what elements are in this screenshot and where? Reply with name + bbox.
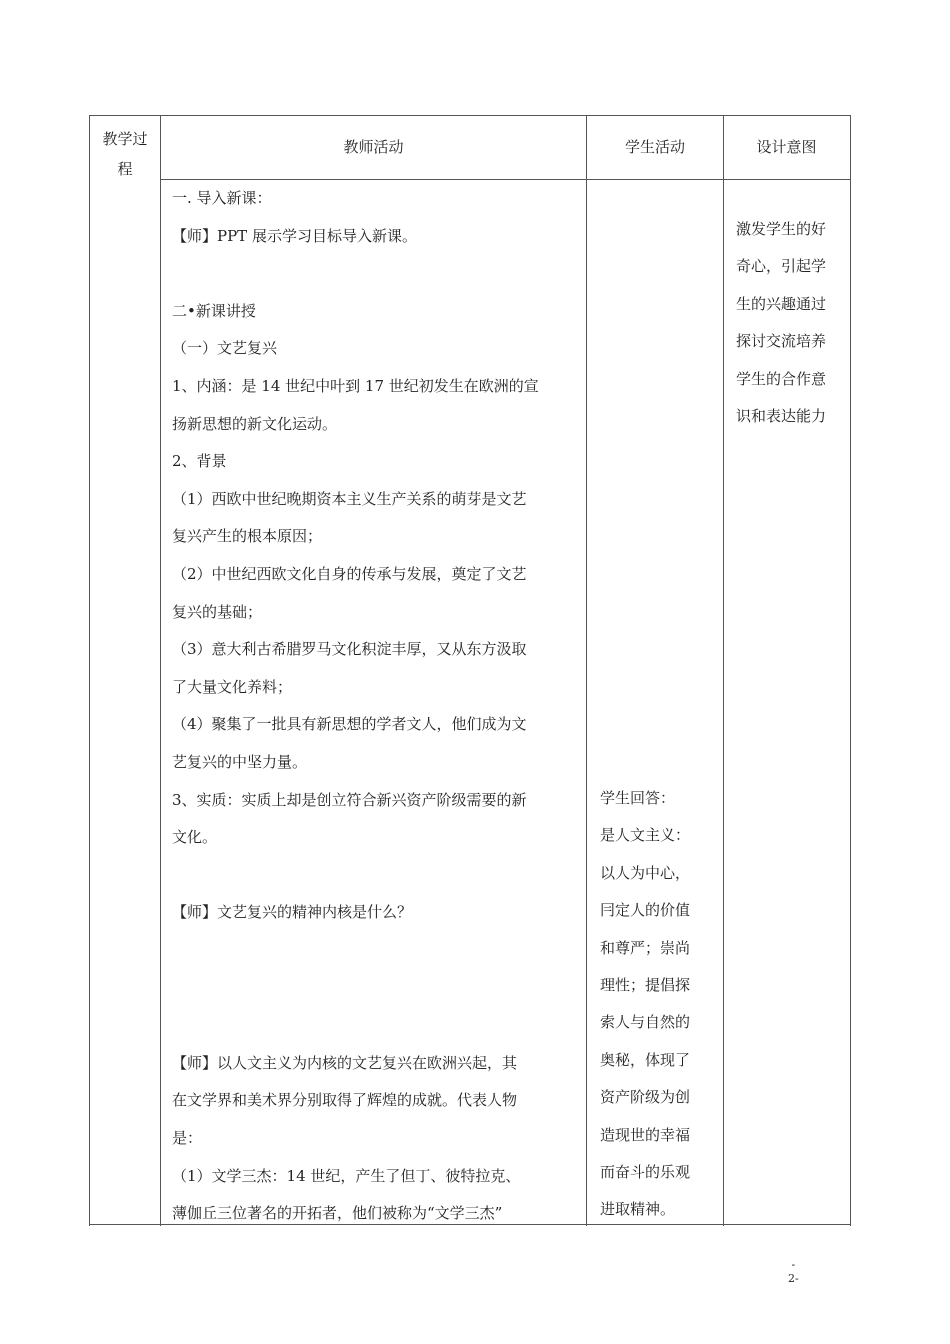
- teacher-text-line: （1）文学三杰：14 世纪，产生了但丁、彼特拉克、: [172, 1166, 521, 1185]
- header-line: 程: [117, 160, 133, 178]
- student-text-line: 资产阶级为创: [600, 1088, 691, 1107]
- student-text-line: 是人文主义：: [600, 826, 691, 845]
- design-text-line: 激发学生的好: [736, 220, 827, 238]
- student-text-line: 索人与自然的: [600, 1013, 691, 1032]
- teacher-text-line: （3）意大利古希腊罗马文化积淀丰厚，又从东方汲取: [172, 640, 527, 659]
- teacher-text-line: （一）文艺复兴: [172, 339, 278, 358]
- design-text-line: 奇心，引起学: [736, 257, 827, 276]
- teacher-text-line: 【师】PPT 展示学习目标导入新课。: [172, 226, 417, 245]
- teacher-text-line: 是：: [172, 1129, 203, 1147]
- teacher-text-line: 艺复兴的中坚力量。: [172, 753, 308, 771]
- design-intent-cell: [736, 219, 846, 443]
- student-text-line: 以人为中心，: [600, 863, 691, 882]
- page-number-dash: -: [791, 1258, 796, 1271]
- header-teaching-process: [90, 124, 160, 184]
- teacher-text-line: 复兴产生的根本原因；: [172, 527, 323, 546]
- student-text-line: 和尊严；崇尚: [600, 938, 691, 957]
- teacher-text-line: 在文学界和美术界分别取得了辉煌的成就。代表人物: [172, 1091, 518, 1110]
- lesson-table: [89, 115, 851, 1226]
- design-text-line: 识和表达能力: [736, 406, 827, 425]
- teacher-text-line: 扬新思想的新文化运动。: [172, 414, 338, 433]
- teacher-text-line: 文化。: [172, 828, 218, 847]
- header-student-activity: 学生活动: [624, 138, 685, 156]
- design-text-line: 学生的合作意: [736, 369, 827, 388]
- header-line: 教学过: [102, 130, 148, 148]
- col-divider: [723, 116, 724, 1226]
- teacher-text-line: （2）中世纪西欧文化自身的传承与发展，奠定了文艺: [172, 565, 527, 583]
- teacher-text-line: 3、实质：实质上却是创立符合新兴资产阶级需要的新: [172, 790, 527, 809]
- student-text-line: 造现世的幸福: [600, 1125, 691, 1144]
- teacher-text-line: 【师】以人文主义为内核的文艺复兴在欧洲兴起，其: [172, 1053, 518, 1072]
- teacher-text-line: 薄伽丘三位著名的开拓者，他们被称为“文学三杰”: [172, 1204, 503, 1223]
- header-teacher-activity: 教师活动: [343, 138, 404, 156]
- teacher-text-line: 1、内涵：是 14 世纪中叶到 17 世纪初发生在欧洲的宣: [172, 377, 539, 395]
- teacher-text-line: 二•新课讲授: [172, 301, 256, 320]
- student-text-line: 学生回答：: [600, 789, 676, 807]
- teacher-text-line: （1）西欧中世纪晚期资本主义生产关系的萌芽是文艺: [172, 489, 527, 508]
- teacher-activity-cell: [172, 188, 584, 1226]
- page-number-value: 2-: [788, 1272, 799, 1285]
- teacher-text-line: 了大量文化养料；: [172, 677, 293, 696]
- page-number: [788, 1258, 799, 1286]
- student-text-line: 而奋斗的乐观: [600, 1162, 691, 1181]
- design-text-line: 生的兴趣通过: [736, 294, 827, 313]
- table-bottom-border: [89, 1224, 850, 1225]
- design-text-line: 探讨交流培养: [736, 332, 827, 351]
- student-activity-cell: [600, 788, 718, 1237]
- student-text-line: 理性；提倡探: [600, 975, 691, 994]
- teacher-text-line: 【师】文艺复兴的精神内核是什么？: [172, 903, 413, 922]
- student-text-line: 进取精神。: [600, 1200, 676, 1219]
- student-text-line: 奥秘，体现了: [600, 1050, 691, 1069]
- col-divider: [160, 116, 161, 1226]
- header-divider: [160, 179, 850, 180]
- col-divider: [586, 116, 587, 1226]
- teacher-text-line: 一. 导入新课：: [172, 189, 272, 207]
- teacher-text-line: 复兴的基础；: [172, 602, 263, 621]
- teacher-text-line: （4）聚集了一批具有新思想的学者文人，他们成为文: [172, 715, 527, 734]
- student-text-line: 冃定人的价值: [600, 901, 691, 920]
- header-design-intent: 设计意图: [756, 138, 817, 156]
- teacher-text-line: 2、背景: [172, 452, 227, 471]
